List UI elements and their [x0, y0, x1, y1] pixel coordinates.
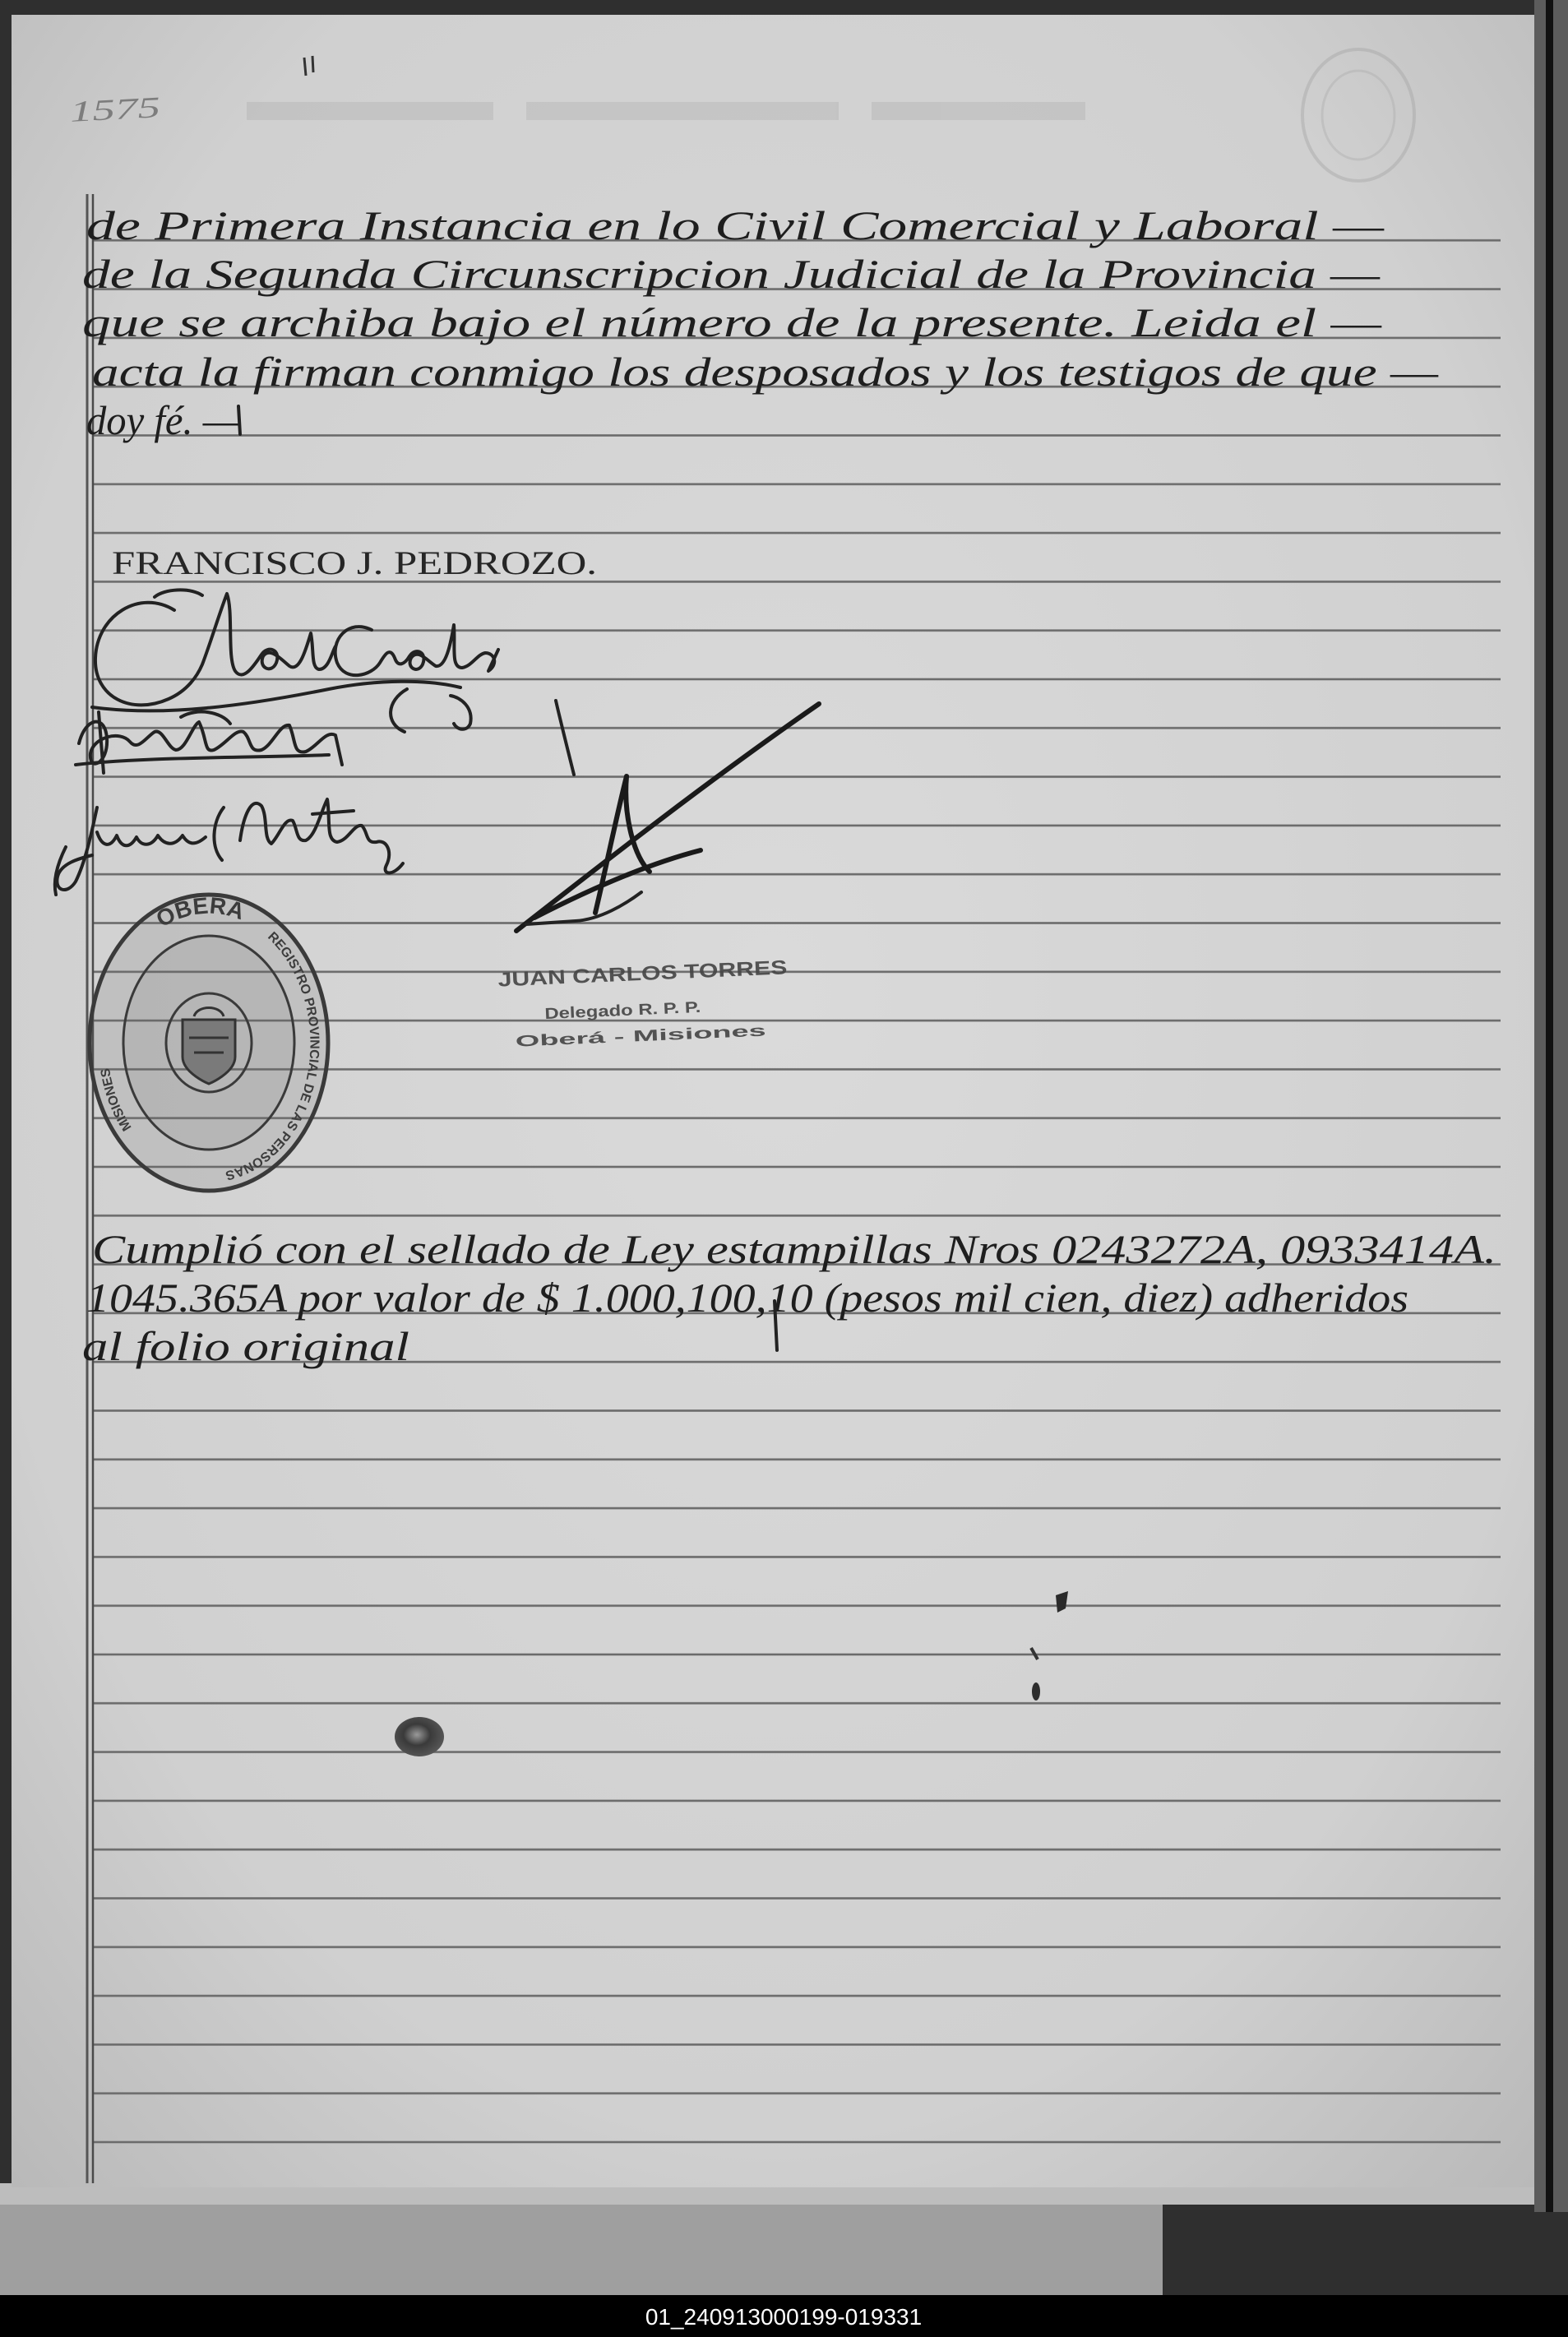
closing-stroke [238, 406, 240, 434]
stamp-title: Delegado R. P. P. [544, 1000, 670, 1024]
note-line-1: Cumplió con el sellado de Ley estampillas Nros 0243272A, 0933414A. [92, 1226, 1496, 1272]
stamp-location: Oberá - Misiones [515, 1028, 642, 1051]
seal-bottom-text: MISIONES [98, 1067, 135, 1134]
seal-top-text: OBERA [151, 892, 248, 932]
round-seal [90, 892, 328, 1191]
ink-mark [1032, 1682, 1040, 1701]
scan-right-edge-line [1546, 0, 1553, 2212]
ink-blot [395, 1717, 444, 1756]
body-line-3: que se archiba bajo el número de la presente. Leida el — [82, 299, 1382, 345]
file-caption: 01_240913000199-019331 [645, 2304, 923, 2330]
seal-ring-text: REGISTRO PROVINCIAL DE LAS PERSONAS [224, 929, 321, 1182]
body-line-5: doy fé. — [86, 397, 239, 443]
note-line-2: 1045.365A por valor de $ 1.000,100,10 (pesos mil cien, diez) adheridos [86, 1275, 1409, 1321]
stamp-name: JUAN CARLOS TORRES [497, 959, 728, 992]
folio-number: 1575 [68, 92, 130, 128]
bleed-through-header [247, 102, 1085, 120]
ruled-lines [92, 235, 1501, 2145]
body-line-1: de Primera Instancia en lo Civil Comercial y Laboral — [86, 202, 1385, 248]
body-line-4: acta la firman conmigo los desposados y los testigos de que — [92, 349, 1439, 395]
signature-printed-name: FRANCISCO J. PEDROZO. [112, 544, 597, 581]
body-line-2: de la Segunda Circunscripcion Judicial de la Provincia — [82, 251, 1381, 297]
note-line-3: al folio original [82, 1323, 409, 1369]
scan-bottom-left-area [0, 2205, 1163, 2295]
